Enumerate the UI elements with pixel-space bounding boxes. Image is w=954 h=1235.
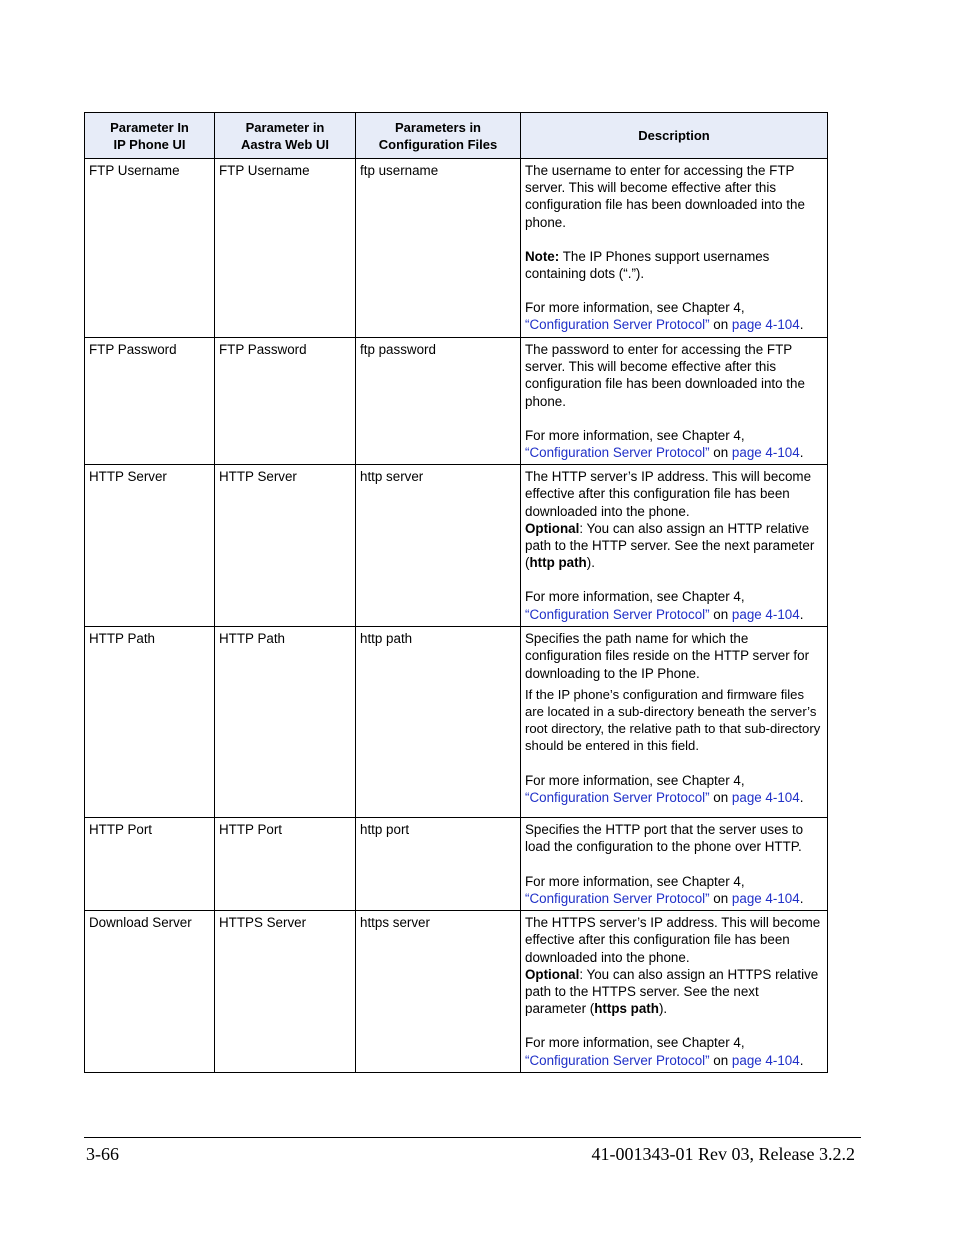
document-id: 41-001343-01 Rev 03, Release 3.2.2 [591,1144,855,1164]
table-row [85,159,828,338]
see-also: For more information, see Chapter 4, “Configuration Server Protocol” on page 4-104. [525,589,804,622]
description-text: The HTTP server’s IP address. This will become effective after this configuration file has been downloaded into the phone. [525,469,812,519]
cell-web-ui: HTTPS Server [215,911,356,1073]
cell-web-ui: FTP Password [215,338,356,465]
note-label: Note: [525,248,560,264]
footer-divider [84,1137,861,1138]
see-also: For more information, see Chapter 4, “Configuration Server Protocol” on page 4-104. [525,772,804,805]
cell-web-ui: FTP Username [215,159,356,338]
table-header-row [85,113,828,159]
description-text: The username to enter for accessing the FTP server. This will become effective after this configuration file has been downloaded into the phone. [525,163,805,230]
cell-description [521,911,828,1073]
cell-ip-phone-ui: HTTP Path [85,627,215,818]
cell-config-file: http server [356,465,521,627]
description-extra: If the IP phone’s configuration and firmware files are located in a sub-directory beneath the server’s root directory, the relative path to that sub-directory should be entered in this field. [525,686,821,754]
param-name: https path [594,1001,659,1017]
optional-paragraph: Optional: You can also assign an HTTP relative path to the HTTP server. See the next parameter (http path). [525,520,815,571]
cell-ip-phone-ui: Download Server [85,911,215,1073]
page-link[interactable]: page 4-104 [731,1052,800,1068]
chapter-link[interactable]: “Configuration Server Protocol” [525,890,710,906]
see-also: For more information, see Chapter 4, “Configuration Server Protocol” on page 4-104. [525,1035,804,1068]
cell-config-file: http path [356,627,521,818]
cell-ip-phone-ui: FTP Password [85,338,215,465]
page-link[interactable]: page 4-104 [731,890,800,906]
note-paragraph [525,248,823,282]
page-link[interactable]: page 4-104 [731,445,800,461]
cell-config-file: http port [356,818,521,911]
table-row [85,911,828,1073]
cell-web-ui: HTTP Port [215,818,356,911]
table-row [85,465,828,627]
table-row [85,818,828,911]
header-config-files: Parameters in Configuration Files [356,113,521,159]
chapter-link[interactable]: “Configuration Server Protocol” [525,317,710,333]
description-text: Specifies the HTTP port that the server uses to load the configuration to the phone over HTTP. [525,822,804,855]
cell-config-file: https server [356,911,521,1073]
cell-ip-phone-ui: FTP Username [85,159,215,338]
page-number: 3-66 [86,1144,119,1164]
description-text: The HTTPS server’s IP address. This will become effective after this configuration file has been downloaded into the phone. [525,915,821,965]
page-link[interactable]: page 4-104 [731,317,800,333]
chapter-link[interactable]: “Configuration Server Protocol” [525,606,710,622]
cell-description [521,465,828,627]
header-web-ui: Parameter in Aastra Web UI [215,113,356,159]
cell-description [521,627,828,818]
cell-description [521,159,828,338]
description-text: The password to enter for accessing the FTP server. This will become effective after this configuration file has been downloaded into the phone. [525,342,805,409]
table-row [85,627,828,818]
optional-paragraph: Optional: You can also assign an HTTPS relative path to the HTTPS server. See the next parameter (https path). [525,966,819,1017]
cell-web-ui: HTTP Path [215,627,356,818]
page-link[interactable]: page 4-104 [731,789,800,805]
cell-ip-phone-ui: HTTP Port [85,818,215,911]
param-name: http path [529,555,587,571]
see-also: For more information, see Chapter 4, “Configuration Server Protocol” on page 4-104. [525,873,804,906]
see-also: For more information, see Chapter 4, “Configuration Server Protocol” on page 4-104. [525,300,804,333]
description-text: Specifies the path name for which the configuration files reside on the HTTP server for downloading to the IP Phone. [525,631,810,681]
optional-label: Optional [525,520,580,536]
parameters-table [84,112,828,1073]
cell-config-file: ftp password [356,338,521,465]
cell-ip-phone-ui: HTTP Server [85,465,215,627]
chapter-link[interactable]: “Configuration Server Protocol” [525,445,710,461]
chapter-link[interactable]: “Configuration Server Protocol” [525,1052,710,1068]
note-text: The IP Phones support usernames containing dots (“.”). [525,248,770,282]
chapter-link[interactable]: “Configuration Server Protocol” [525,789,710,805]
cell-config-file: ftp username [356,159,521,338]
table-row [85,338,828,465]
cell-description [521,338,828,465]
see-also: For more information, see Chapter 4, “Configuration Server Protocol” on page 4-104. [525,427,804,461]
page-link[interactable]: page 4-104 [731,606,800,622]
header-ip-phone-ui: Parameter In IP Phone UI [85,113,215,159]
header-description: Description [521,113,828,159]
cell-web-ui: HTTP Server [215,465,356,627]
cell-description [521,818,828,911]
optional-label: Optional [525,966,580,982]
